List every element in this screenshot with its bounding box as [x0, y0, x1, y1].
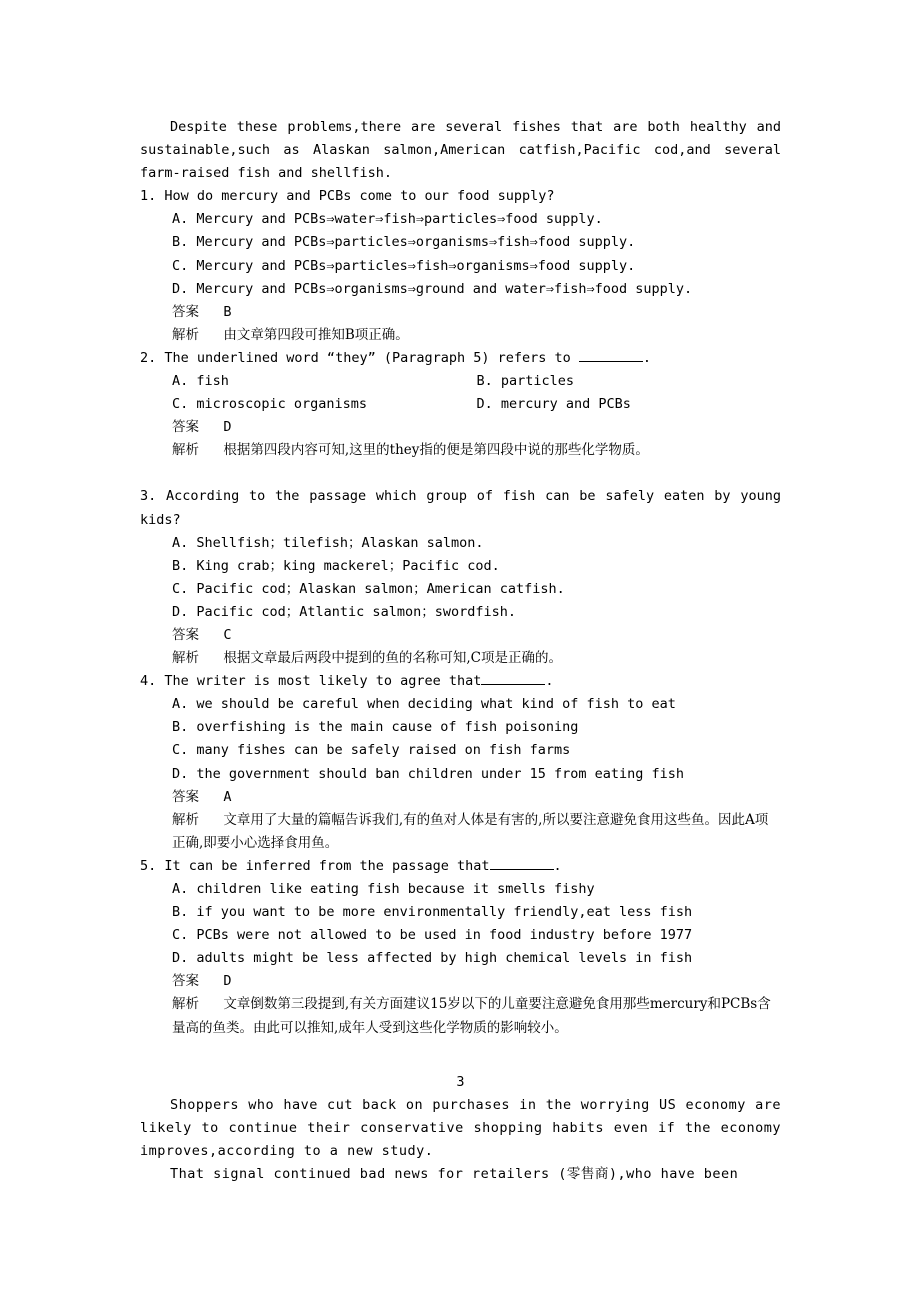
- answer-label: 答案: [172, 626, 199, 643]
- explanation-label: 解析: [172, 811, 199, 828]
- option-row: [140, 370, 781, 393]
- option-c: C. Pacific cod；Alaskan salmon；American catfish.: [172, 580, 565, 597]
- answer-label: 答案: [172, 303, 199, 320]
- answer-line: [140, 970, 781, 993]
- question-stem: 1. How do mercury and PCBs come to our food supply?: [140, 188, 555, 205]
- intro-paragraph: Despite these problems,there are several fishes that are both healthy and sustainable,such as Alaskan salmon,American catfish,Pacific cod,and several farm-raised fish and shellfish.: [140, 119, 781, 182]
- option-d: D. adults might be less affected by high chemical levels in fish: [172, 950, 693, 967]
- spacer: [140, 462, 781, 485]
- option-c: C. Mercury and PCBs⇒particles⇒fish⇒organisms⇒food supply.: [172, 257, 636, 274]
- option-b: B. Mercury and PCBs⇒particles⇒organisms⇒fish⇒food supply.: [172, 234, 636, 251]
- question-1: [140, 185, 781, 347]
- passage-paragraph: Shoppers who have cut back on purchases in the worrying US economy are likely to continue their conservative shopping habits even if the economy improves,according to a new study.: [140, 1096, 781, 1159]
- section-number: 3: [456, 1073, 465, 1090]
- explanation-text: 根据第四段内容可知,这里的they指的便是第四段中说的那些化学物质。: [223, 442, 649, 459]
- question-stem: [140, 855, 781, 878]
- explanation-line: [140, 993, 781, 1039]
- explanation-label: 解析: [172, 650, 199, 667]
- explanation-line: [140, 647, 781, 670]
- option-d: D. mercury and PCBs: [476, 396, 631, 413]
- question-stem: [140, 347, 781, 370]
- explanation-text: 根据文章最后两段中提到的鱼的名称可知,C项是正确的。: [223, 650, 563, 667]
- option-c: C. PCBs were not allowed to be used in food industry before 1977: [172, 927, 693, 944]
- option-c: C. many fishes can be safely raised on fish farms: [172, 742, 571, 759]
- question-stem-text: 2. The underlined word “they” (Paragraph 5) refers to: [140, 349, 579, 366]
- explanation-line: [140, 324, 781, 347]
- passage-paragraph: That signal continued bad news for retailers (零售商),who have been: [170, 1166, 739, 1183]
- explanation-label: 解析: [172, 442, 199, 459]
- option-a: A. we should be careful when deciding what kind of fish to eat: [172, 696, 676, 713]
- explanation-text: 文章倒数第三段提到,有关方面建议15岁以下的儿童要注意避免食用那些mercury和PCBs含量高的鱼类。由此可以推知,成年人受到这些化学物质的影响较小。: [172, 996, 771, 1036]
- answer-blank: [579, 347, 643, 362]
- question-4: [140, 670, 781, 855]
- option-a: A. Shellfish；tilefish；Alaskan salmon.: [172, 534, 484, 551]
- answer-line: [140, 624, 781, 647]
- question-stem-end: .: [545, 673, 554, 690]
- question-stem: [140, 670, 781, 693]
- option-a: A. children like eating fish because it smells fishy: [172, 881, 595, 897]
- explanation-line: [140, 439, 781, 462]
- option-b: B. King crab；king mackerel；Pacific cod.: [172, 557, 500, 574]
- option-a: A. Mercury and PCBs⇒water⇒fish⇒particles⇒food supply.: [172, 211, 603, 228]
- explanation-label: 解析: [172, 996, 199, 1013]
- option-b: B. particles: [476, 373, 575, 390]
- question-2: [140, 347, 781, 462]
- explanation-line: [140, 809, 781, 855]
- option-b: B. overfishing is the main cause of fish poisoning: [172, 719, 579, 736]
- explanation-text: 文章用了大量的篇幅告诉我们,有的鱼对人体是有害的,所以要注意避免食用这些鱼。因此A项正确,即要小心选择食用鱼。: [172, 811, 769, 851]
- answer-value: C: [223, 626, 232, 643]
- option-a: A. fish: [172, 373, 229, 390]
- option-d: D. Mercury and PCBs⇒organisms⇒ground and water⇒fish⇒food supply.: [172, 280, 693, 297]
- option-d: D. Pacific cod；Atlantic salmon；swordfish.: [172, 603, 516, 620]
- option-b: B. if you want to be more environmentally friendly,eat less fish: [172, 904, 693, 921]
- answer-blank: [490, 855, 554, 870]
- question-3: [140, 485, 781, 670]
- answer-label: 答案: [172, 788, 199, 805]
- explanation-label: 解析: [172, 326, 199, 343]
- answer-label: 答案: [172, 419, 199, 436]
- question-5: [140, 855, 781, 1040]
- answer-label: 答案: [172, 973, 199, 990]
- question-stem-text: 4. The writer is most likely to agree that: [140, 673, 482, 690]
- answer-line: [140, 786, 781, 809]
- answer-blank: [481, 670, 545, 685]
- question-stem-end: .: [553, 857, 562, 874]
- answer-value: D: [223, 973, 232, 990]
- option-d: D. the government should ban children under 15 from eating fish: [172, 765, 685, 782]
- option-row: [140, 393, 781, 416]
- answer-value: A: [223, 788, 232, 805]
- document-page: [140, 116, 781, 1186]
- answer-line: [140, 416, 781, 439]
- answer-value: B: [223, 303, 232, 320]
- explanation-text: 由文章第四段可推知B项正确。: [223, 326, 409, 343]
- answer-value: D: [223, 419, 232, 436]
- option-c: C. microscopic organisms: [172, 396, 368, 413]
- question-stem: 3. According to the passage which group of fish can be safely eaten by young kids?: [140, 488, 781, 528]
- question-stem-end: .: [642, 349, 652, 366]
- spacer: [140, 1040, 781, 1063]
- question-stem-text: 5. It can be inferred from the passage that: [140, 857, 490, 874]
- answer-line: [140, 301, 781, 324]
